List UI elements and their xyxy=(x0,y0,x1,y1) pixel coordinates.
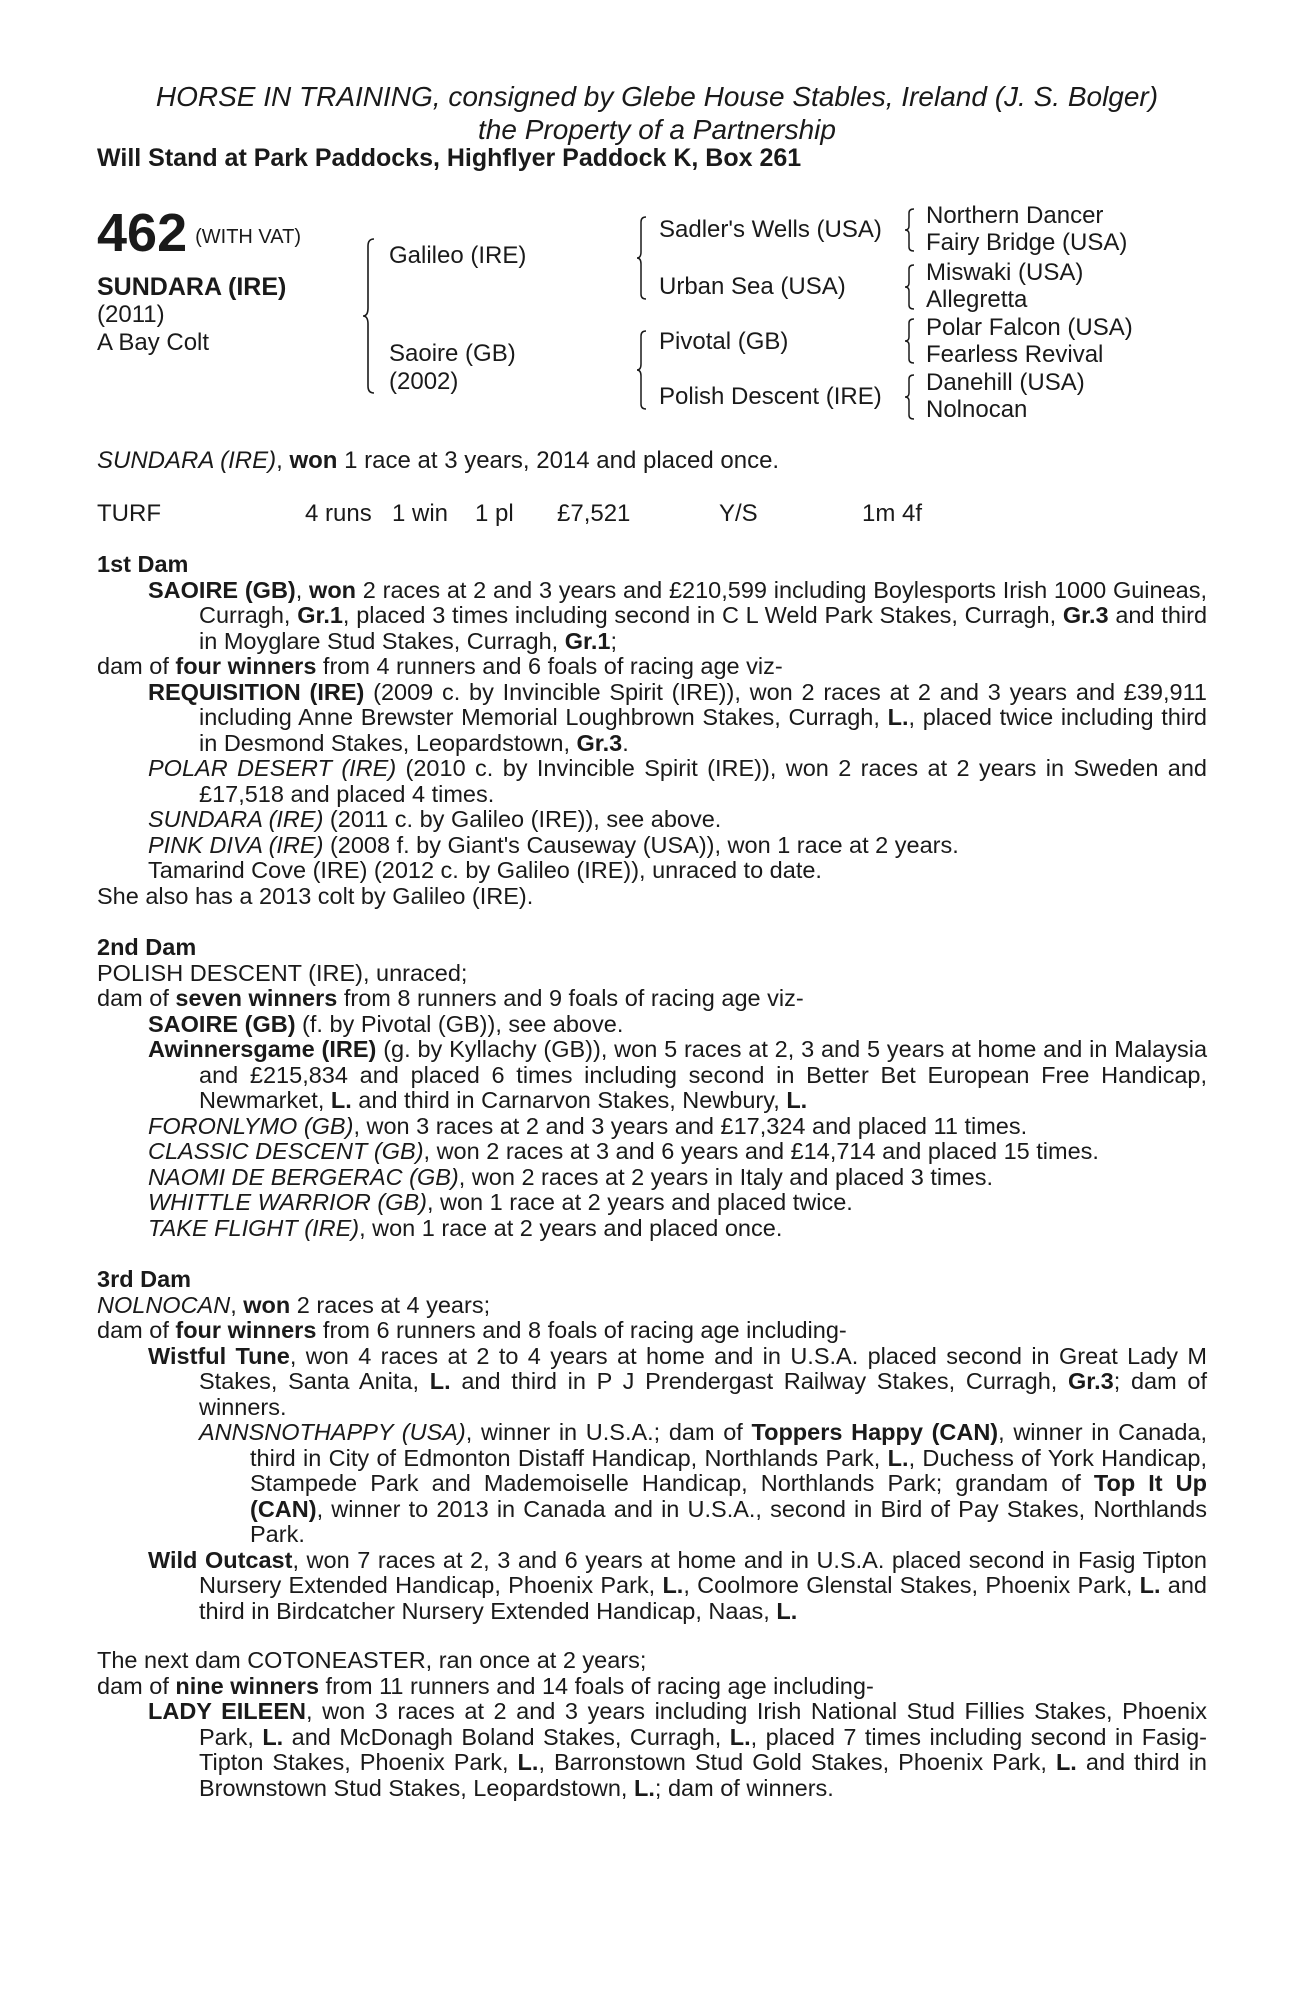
text: from 4 runners and 6 foals of racing age viz- xyxy=(316,653,783,679)
text: , won 2 races at 2 years in Italy and placed 3 times. xyxy=(458,1163,994,1190)
section-heading: 3rd Dam xyxy=(97,1266,192,1292)
text: (f. by Pivotal (GB)), see above. xyxy=(295,1010,624,1037)
horse-description: A Bay Colt xyxy=(97,329,210,356)
produce-entry xyxy=(97,1216,1207,1242)
pedigree-dam-sire: Pivotal (GB) xyxy=(659,328,789,355)
listed-label: L. xyxy=(887,704,909,730)
turf-runs: 4 runs xyxy=(305,500,372,527)
produce-entry xyxy=(97,1548,1207,1625)
produce-entry xyxy=(97,1012,1207,1038)
turf-wins: 1 win xyxy=(392,500,449,527)
ownership-line: the Property of a Partnership xyxy=(478,114,836,145)
summary-won: won xyxy=(289,447,338,474)
consignor-line: HORSE IN TRAINING, consigned by Glebe House Stables, Ireland (J. S. Bolger) xyxy=(155,81,1159,112)
pedigree-dam: Saoire (GB) xyxy=(389,340,516,367)
horse-name: POLAR DESERT (IRE) xyxy=(148,755,397,781)
pedigree-g6: Fearless Revival xyxy=(926,341,1104,368)
pedigree-g2: Fairy Bridge (USA) xyxy=(926,229,1128,256)
pedigree-sire-dam: Urban Sea (USA) xyxy=(659,273,846,300)
text: dam of xyxy=(97,1317,176,1343)
won-label: won xyxy=(309,576,357,603)
listed-label: L. xyxy=(1139,1572,1161,1598)
produce-summary xyxy=(97,986,1207,1012)
text: dam of xyxy=(97,653,176,679)
pedigree-dam-year: (2002) xyxy=(389,368,459,395)
text: (g. by Kyllachy (GB)), won 5 races at 2, 3 and 5 years at home and in Malaysia and £215,834 and placed 6 times including second in Better Bet European Free Handicap, Newmarket, xyxy=(199,1036,1208,1113)
horse-name: ANNSNOTHAPPY (USA) xyxy=(199,1419,466,1445)
produce-summary xyxy=(97,654,1207,680)
pedigree-brace-g12 xyxy=(904,208,916,252)
text: , won 2 races at 3 and 6 years and £14,714 and placed 15 times. xyxy=(423,1138,1099,1164)
produce-entry xyxy=(97,1114,1207,1140)
section-heading: 1st Dam xyxy=(97,551,189,577)
text: , won 4 races at 2 to 4 years at home and in U.S.A. placed second in Great Lady M Stakes, Santa Anita, xyxy=(199,1342,1207,1394)
produce-entry xyxy=(97,833,1207,859)
horse-name: TAKE FLIGHT (IRE) xyxy=(148,1214,360,1241)
text: , won 1 race at 2 years and placed twice. xyxy=(426,1189,853,1215)
text: , winner in U.S.A.; dam of xyxy=(465,1419,752,1445)
winners-count: seven winners xyxy=(175,985,338,1011)
winners-count: four winners xyxy=(175,653,317,679)
turf-going: Y/S xyxy=(719,500,758,527)
horse-name: SUNDARA (IRE) xyxy=(148,806,324,832)
summary-horse-name: SUNDARA (IRE) xyxy=(97,447,277,474)
text: dam of xyxy=(97,985,176,1011)
listed-label: L. xyxy=(1055,1749,1077,1775)
text: , placed 3 times including second in C L Weld Park Stakes, Curragh, xyxy=(342,602,1063,628)
horse-name: Wild Outcast xyxy=(148,1546,293,1573)
pedigree-g7: Danehill (USA) xyxy=(926,369,1085,396)
text: , winner in Canada, third in City of Edmonton Distaff Handicap, Northlands Park, xyxy=(250,1419,1207,1471)
listed-label: L. xyxy=(729,1723,751,1750)
produce-entry xyxy=(97,1139,1207,1165)
horse-name: NAOMI DE BERGERAC (GB) xyxy=(148,1163,459,1190)
horse-name: Wistful Tune xyxy=(148,1342,290,1369)
winners-count: nine winners xyxy=(175,1672,320,1699)
listed-label: L. xyxy=(634,1774,655,1801)
text: , winner to 2013 in Canada and in U.S.A., second in Bird of Pay Stakes, Northlands Park. xyxy=(250,1495,1207,1547)
horse-name: SUNDARA (IRE) xyxy=(97,273,287,301)
summary-text: 1 race at 3 years, 2014 and placed once. xyxy=(337,447,780,474)
pedigree-brace-sire xyxy=(636,216,648,300)
produce-entry: Tamarind Cove (IRE) (2012 c. by Galileo (IRE)), unraced to date. xyxy=(148,857,822,883)
listed-label: L. xyxy=(429,1368,451,1394)
listed-label: L. xyxy=(517,1749,539,1775)
horse-name: Top It Up (CAN) xyxy=(250,1470,1208,1522)
second-dam-section xyxy=(97,935,1207,1241)
vat-note: (WITH VAT) xyxy=(195,226,302,248)
text: . xyxy=(622,729,629,756)
turf-earnings: £7,521 xyxy=(557,500,631,527)
pedigree-brace-g56 xyxy=(904,318,916,364)
horse-name: SAOIRE (GB) xyxy=(148,1010,296,1037)
text: , Duchess of York Handicap, Stampede Park and Mademoiselle Handicap, Northlands Park; grandam of xyxy=(250,1444,1207,1496)
produce-summary xyxy=(97,1318,1207,1344)
text: , placed 7 times including second in Fasig-Tipton Stakes, Phoenix Park, xyxy=(199,1723,1207,1775)
text: (2008 f. by Giant's Causeway (USA)), won 1 race at 2 years. xyxy=(323,831,959,858)
text: and McDonagh Boland Stakes, Curragh, xyxy=(283,1723,730,1750)
dam-record xyxy=(97,1293,1207,1319)
lot-number-block xyxy=(97,205,301,261)
dam-record xyxy=(97,578,1207,655)
turf-placed: 1 pl xyxy=(475,500,514,527)
produce-entry xyxy=(97,756,1207,807)
text: ; dam of winners. xyxy=(199,1368,1208,1420)
text: , placed twice including third in Desmond Stakes, Leopardstown, xyxy=(199,704,1207,756)
text: 2 races at 2 and 3 years and £210,599 including Boylesports Irish 1000 Guineas, Curragh, xyxy=(199,576,1207,628)
text: , xyxy=(230,1291,244,1318)
won-label: won xyxy=(243,1291,291,1318)
grade-label: Gr.1 xyxy=(297,602,343,628)
text: 2 races at 4 years; xyxy=(290,1291,491,1318)
listed-label: L. xyxy=(887,1444,909,1471)
listed-label: L. xyxy=(662,1572,684,1598)
text: ; xyxy=(610,627,617,654)
produce-summary xyxy=(97,1674,1207,1700)
pedigree-brace-main xyxy=(362,238,376,394)
first-dam-section xyxy=(97,552,1207,909)
text: and third in P J Prendergast Railway Stakes, Curragh, xyxy=(450,1368,1069,1394)
horse-name: FORONLYMO (GB) xyxy=(148,1112,354,1139)
produce-note: She also has a 2013 colt by Galileo (IRE). xyxy=(97,882,534,909)
produce-entry xyxy=(97,1344,1207,1421)
grade-label: Gr.1 xyxy=(564,627,611,654)
grade-label: Gr.3 xyxy=(576,729,623,756)
section-heading: 2nd Dam xyxy=(97,934,197,960)
text: (2011 c. by Galileo (IRE)), see above. xyxy=(323,806,722,832)
pedigree-brace-g78 xyxy=(904,374,916,420)
text: and third in Carnarvon Stakes, Newbury, xyxy=(351,1087,787,1113)
text: , won 3 races at 2 and 3 years and £17,324 and placed 11 times. xyxy=(353,1112,1028,1139)
listed-label: L. xyxy=(786,1087,808,1113)
pedigree-g4: Allegretta xyxy=(926,286,1028,313)
race-summary xyxy=(97,447,779,475)
text: and third in Birdcatcher Nursery Extended Handicap, Naas, xyxy=(199,1572,1207,1624)
text: dam of xyxy=(97,1672,176,1699)
dam-record: The next dam COTONEASTER, ran once at 2 years; xyxy=(97,1647,647,1673)
winners-count: four winners xyxy=(175,1317,317,1343)
text: , won 7 races at 2, 3 and 6 years at home and in U.S.A. placed second in Fasig Tipton Nursery Extended Handicap, Phoenix Park, xyxy=(199,1546,1207,1598)
listed-label: L. xyxy=(330,1087,352,1113)
text: from 6 runners and 8 foals of racing age including- xyxy=(316,1317,847,1343)
pedigree-brace-dam xyxy=(636,330,648,410)
pedigree-g5: Polar Falcon (USA) xyxy=(926,314,1133,341)
lot-number: 462 xyxy=(97,203,188,263)
text: from 8 runners and 9 foals of racing age viz- xyxy=(337,985,804,1011)
horse-name: Awinnersgame (IRE) xyxy=(148,1036,377,1062)
text: , won 1 race at 2 years and placed once. xyxy=(359,1214,783,1241)
stabling-line: Will Stand at Park Paddocks, Highflyer Paddock K, Box 261 xyxy=(97,144,802,172)
horse-name: Toppers Happy (CAN) xyxy=(751,1419,999,1445)
dam-record: POLISH DESCENT (IRE), unraced; xyxy=(97,959,468,986)
produce-entry xyxy=(97,1420,1207,1548)
pedigree-g3: Miswaki (USA) xyxy=(926,259,1084,286)
summary-sep: , xyxy=(276,447,290,474)
produce-entry xyxy=(97,1699,1207,1801)
text: , won 3 races at 2 and 3 years including Irish National Stud Fillies Stakes, Phoenix Park, xyxy=(199,1698,1208,1750)
horse-year: (2011) xyxy=(97,301,165,328)
produce-entry xyxy=(97,807,1207,833)
horse-name: PINK DIVA (IRE) xyxy=(148,831,324,858)
text: (2009 c. by Invincible Spirit (IRE)), won 2 races at 2 and 3 years and £39,911 including Anne Brewster Memorial Loughbrown Stakes, Curragh, xyxy=(199,678,1207,730)
turf-surface: TURF xyxy=(97,500,161,527)
text: from 11 runners and 14 foals of racing age including- xyxy=(319,1672,874,1699)
pedigree-sire-sire: Sadler's Wells (USA) xyxy=(659,216,882,243)
turf-distance: 1m 4f xyxy=(862,500,923,527)
produce-entry xyxy=(97,1190,1207,1216)
text: (2010 c. by Invincible Spirit (IRE)), won 2 races at 2 years in Sweden and £17,518 and placed 4 times. xyxy=(199,755,1207,807)
third-dam-section xyxy=(97,1267,1207,1624)
pedigree-sire: Galileo (IRE) xyxy=(389,242,527,269)
horse-name: NOLNOCAN xyxy=(97,1291,231,1318)
grade-label: Gr.3 xyxy=(1068,1368,1114,1394)
pedigree-brace-g34 xyxy=(904,264,916,310)
produce-entry xyxy=(97,1165,1207,1191)
horse-name: CLASSIC DESCENT (GB) xyxy=(148,1138,424,1164)
pedigree-g8: Nolnocan xyxy=(926,396,1028,423)
text: , Barronstown Stud Gold Stakes, Phoenix Park, xyxy=(538,1749,1056,1775)
next-dam-section xyxy=(97,1648,1207,1801)
listed-label: L. xyxy=(262,1723,284,1750)
horse-name: WHITTLE WARRIOR (GB) xyxy=(148,1189,427,1215)
produce-entry xyxy=(97,1037,1207,1114)
pedigree-dam-dam: Polish Descent (IRE) xyxy=(659,383,882,410)
text: and third in Brownstown Stud Stakes, Leopardstown, xyxy=(199,1749,1208,1801)
horse-name: SAOIRE (GB) xyxy=(148,576,296,603)
grade-label: Gr.3 xyxy=(1062,602,1109,628)
text: and third in Moyglare Stud Stakes, Curragh, xyxy=(199,602,1208,654)
listed-label: L. xyxy=(776,1597,798,1624)
text: ; dam of winners. xyxy=(654,1774,834,1801)
pedigree-g1: Northern Dancer xyxy=(926,202,1104,229)
produce-entry xyxy=(97,680,1207,757)
text: , Coolmore Glenstal Stakes, Phoenix Park, xyxy=(683,1572,1140,1598)
horse-name: LADY EILEEN xyxy=(148,1698,306,1724)
horse-name: REQUISITION (IRE) xyxy=(148,678,365,705)
text: , xyxy=(295,576,310,603)
